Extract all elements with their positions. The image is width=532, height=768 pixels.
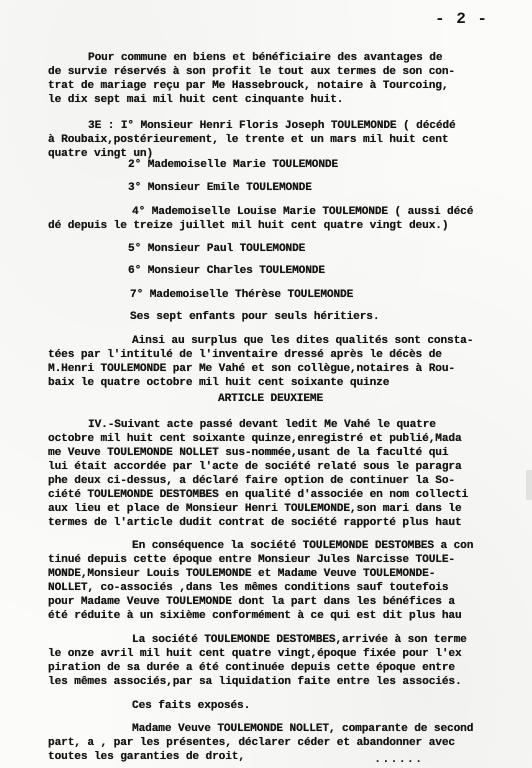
text-line: octobre mil huit cent soixante quinze,enregistré et publié,Mada <box>48 433 462 445</box>
text-line: pour Madame Veuve TOULEMONDE dont la part dans les bénéfices a <box>48 596 455 608</box>
text-line: MONDE,Monsieur Louis TOULEMONDE et Madame Veuve TOULEMONDE- <box>48 568 436 580</box>
text-line: Ainsi au surplus que les dites qualités sont consta- <box>132 335 474 347</box>
text-line: tées par l'intitulé de l'inventaire dressé après le décès de <box>48 349 442 361</box>
heir-item: 4° Mademoiselle Louise Marie TOULEMONDE ( aussi décé <box>132 206 474 218</box>
heir-item: 2° Mademoiselle Marie TOULEMONDE <box>128 159 339 171</box>
heir-item: 7° Mademoiselle Thérèse TOULEMONDE <box>130 289 354 301</box>
text-line: piration de sa durée a été continuée depuis cette époque entre <box>48 662 455 674</box>
text-line: part, a , par les présentes, déclarer céder et abandonner avec <box>48 737 455 749</box>
text-line: lui était accordée par l'acte de société relaté sous le paragra <box>48 461 462 473</box>
text-line: M.Henri TOULEMONDE par Me Vahé et son collègue,notaires à Rou- <box>48 363 455 375</box>
text-line: aux lieu et place de Monsieur Henri TOULEMONDE,son mari dans le <box>48 503 462 515</box>
heir-item: 5° Monsieur Paul TOULEMONDE <box>128 243 306 255</box>
text-line: IV.-Suivant acte passé devant ledit Me Vahé le quatre <box>88 419 436 431</box>
text-line: toutes les garanties de droit, <box>48 751 245 763</box>
heir-item: 3° Monsieur Emile TOULEMONDE <box>128 182 312 194</box>
text-line: Madame Veuve TOULEMONDE NOLLET, comparante de second <box>132 723 474 735</box>
text-line: baix le quatre octobre mil huit cent soixante quinze <box>48 377 390 389</box>
text-line: En conséquence la société TOULEMONDE DESTOMBES a con <box>132 540 474 552</box>
text-line: Ses sept enfants pour seuls héritiers. <box>130 311 380 323</box>
text-line: été réduite à un sixième conformément à ce qui est dit plus hau <box>48 610 462 622</box>
text-line: de survie réservés à son profit le tout aux termes de son con- <box>48 66 455 78</box>
text-line: le dix sept mai mil huit cent cinquante huit. <box>48 94 344 106</box>
scan-edge-shadow <box>526 470 532 500</box>
article-heading: ARTICLE DEUXIEME <box>218 393 324 405</box>
heir-item: 6° Monsieur Charles TOULEMONDE <box>128 265 325 277</box>
footer-dots: ...... <box>374 752 424 766</box>
text-line: trat de mariage reçu par Me Hassebrouck, notaire à Tourcoing, <box>48 80 449 92</box>
text-line: NOLLET, co-associés ,dans les mêmes conditions sauf toutefois <box>48 582 449 594</box>
text-line: me Veuve TOULEMONDE NOLLET sus-nommée,usant de la faculté qui <box>48 447 449 459</box>
text-line: à Roubaix,postérieurement, le trente et un mars mil huit cent <box>48 134 449 146</box>
text-line: quatre vingt un) <box>48 148 154 160</box>
text-line: tinué depuis cette époque entre Monsieur Jules Narcisse TOULE- <box>48 554 455 566</box>
page-number: - 2 - <box>434 10 488 28</box>
text-line: dé depuis le treize juillet mil huit cent quatre vingt deux.) <box>48 220 449 232</box>
text-line: Pour commune en biens et bénéficiaire des avantages de <box>88 52 443 64</box>
text-line: termes de l'article dudit contrat de société rapporté plus haut <box>48 517 462 529</box>
text-line: La société TOULEMONDE DESTOMBES,arrivée à son terme <box>132 634 467 646</box>
text-line: 3E : I° Monsieur Henri Floris Joseph TOULEMONDE ( décédé <box>88 120 456 132</box>
text-line: Ces faits exposés. <box>132 700 251 712</box>
text-line: ciété TOULEMONDE DESTOMBES en qualité d'associée en nom collecti <box>48 489 469 501</box>
text-line: le onze avril mil huit cent quatre vingt,époque fixée pour l'ex <box>48 648 462 660</box>
text-line: phe deux ci-dessus, a déclaré faire option de continuer la So- <box>48 475 455 487</box>
text-line: les mêmes associés,par sa liquidation faite entre les associés. <box>48 676 462 688</box>
